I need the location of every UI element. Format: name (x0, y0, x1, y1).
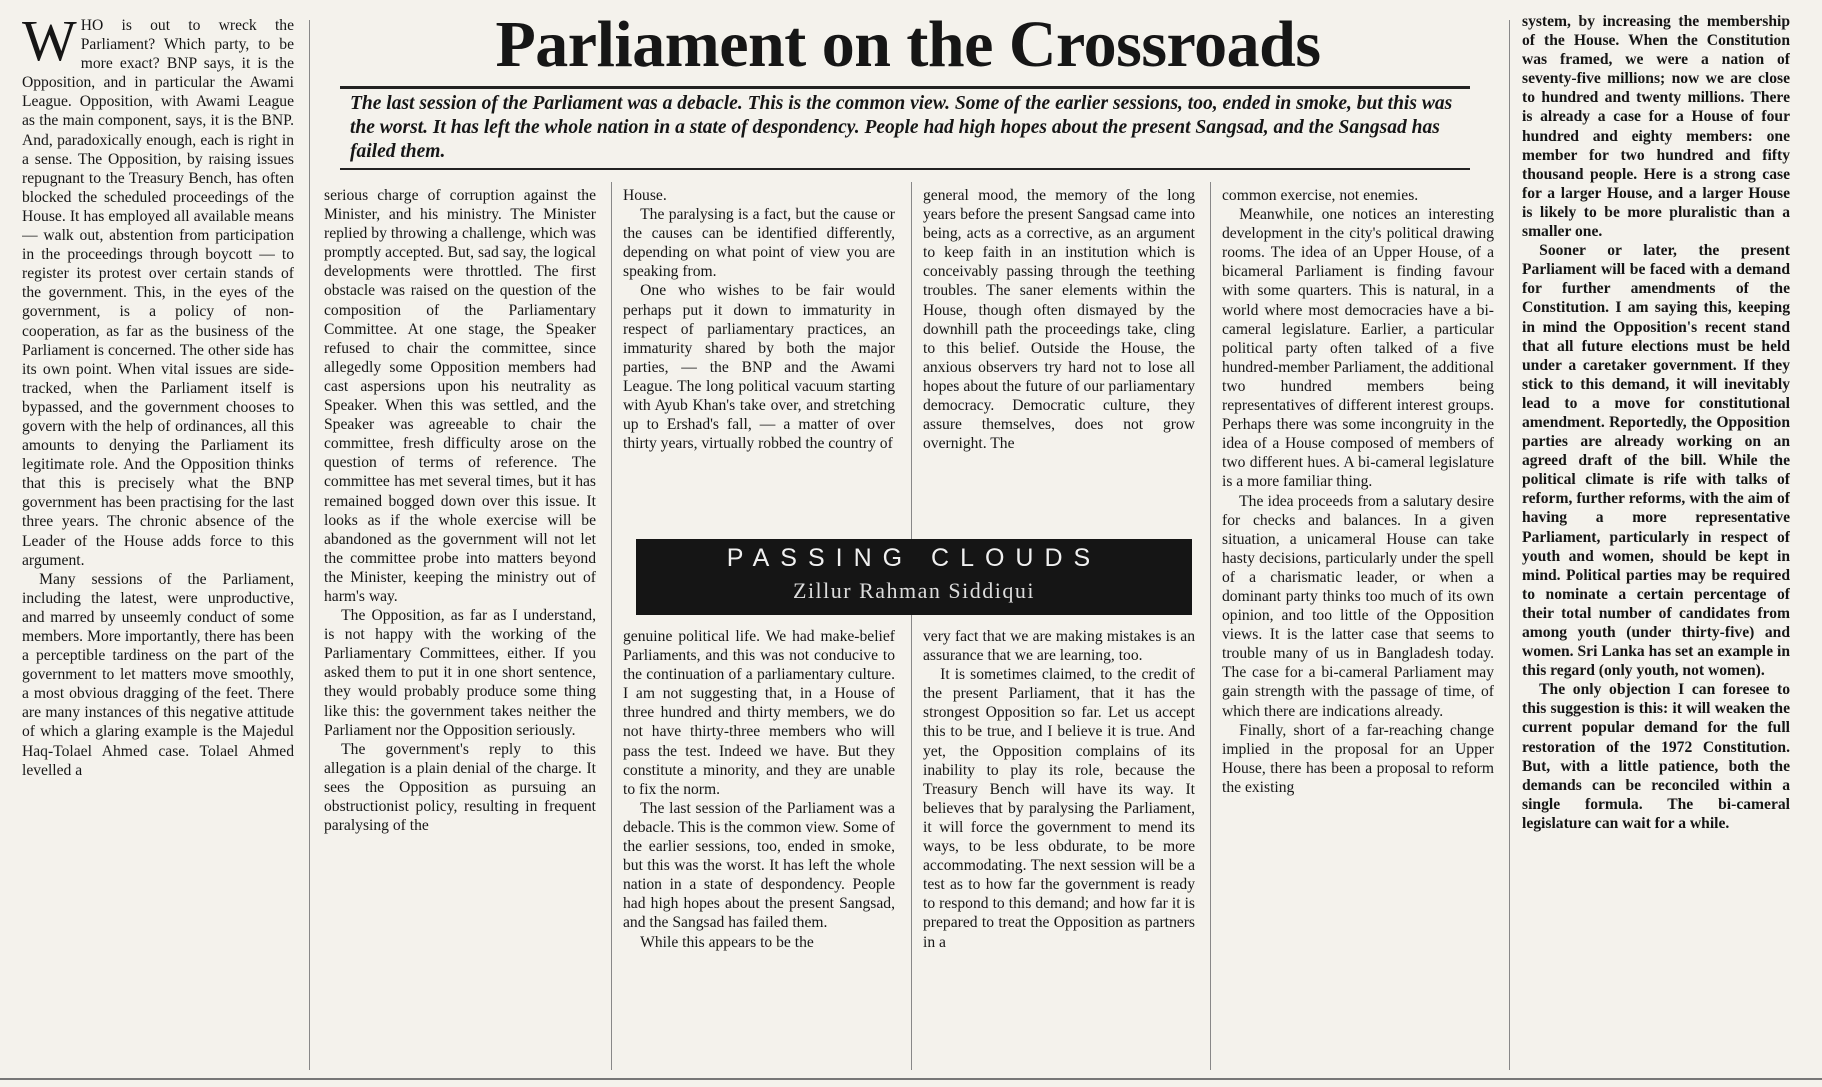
deck-rule (340, 168, 1470, 170)
article-column-2 (324, 186, 596, 1074)
column-divider (611, 182, 612, 1070)
column-divider (1210, 182, 1211, 1070)
column-5-paragraph-4: Finally, short of a far-reaching change implied in the proposal for an Upper House, there has been a proposal to reform the existing (1222, 721, 1494, 796)
column-2-paragraph-1: serious charge of corruption against the Minister, and his ministry. The Minister replied by throwing a challenge, which was promptly accepted. But, sad say, the logical developments were throttled. The first obstacle was raised on the question of the composition of the Parliamentary Committee. At one stage, the Speaker refused to chair the committee, since allegedly some Opposition members had cast aspersions upon his neutrality as Speaker. When this was settled, and the Speaker was agreeable to chair the committee, fresh difficulty arose on the question of terms of reference. The committee has met several times, but it has remained bogged down over this issue. It looks as if the whole exercise will be abandoned as the government will not let the committee probe into matters beyond the Minister, keeping the ministry out of harm's way. (324, 187, 596, 605)
column-3-paragraph-6: While this appears to be the (640, 933, 814, 951)
article-column-3-bottom (623, 627, 895, 1074)
drop-cap: W (22, 16, 77, 73)
column-4-paragraph-1: general mood, the memory of the long years before the present Sangsad came into being, acts as a corrective, as an argument to keep faith in an institution which is conceivably passing through the teething troubles. The saner elements within the House, though often dismayed by the downhill path the proceedings take, cling to this belief. Outside the House, the anxious observers try hard not to lose all hopes about the future of our parliamentary democracy. Democratic culture, they assure themselves, does not grow overnight. The (923, 187, 1195, 453)
column-6-paragraph-3: The only objection I can foresee to this suggestion is this: it will weaken the current popular demand for the full restoration of the 1972 Constitution. But, with a little patience, both the demands can be reconciled within a single formula. The bi-cameral legislature can wait for a while. (1522, 681, 1790, 832)
column-3-paragraph-3: One who wishes to be fair would perhaps put it down to immaturity in respect of parliamentary practices, an immaturity shared by both the major parties, — the BNP and the Awami League. The long political vacuum starting with Ayub Khan's take over, and stretching up to Ershad's fall, — a matter of over thirty years, virtually robbed the country of (623, 282, 895, 453)
page-bottom-rule (0, 1078, 1822, 1080)
column-3-paragraph-4: genuine political life. We had make-belief Parliaments, and this was not conducive to the continuation of a parliamentary culture. I am not suggesting that, in a House of three hundred and thirty members, we do not have thirty-three members who will pass the test. Indeed we have. But they constitute a minority, and they are unable to fix the norm. (623, 628, 895, 798)
article-column-1 (22, 16, 294, 1074)
column-2-paragraph-3: The government's reply to this allegation is a plain denial of the charge. It sees the Opposition as pursuing an obstructionist policy, resulting in frequent paralysing of the (324, 740, 596, 835)
column-4-paragraph-3: It is sometimes claimed, to the credit of the present Parliament, that it has the strongest Opposition so far. Let us accept this to be true, and I believe it is true. And yet, the Opposition complains of its inability to play its role, because the Treasury Bench will have its way. It believes that by paralysing the Parliament, it will force the government to mend its ways, to be less obdurate, to be more accommodating. The next session will be a test as to how far the government is ready to respond to this demand; and how far it is prepared to treat the Opposition as partners in a (923, 666, 1195, 951)
headline: Parliament on the Crossroads (495, 8, 1321, 81)
headline-rule (340, 86, 1470, 89)
column-divider (911, 182, 912, 1070)
column-5-paragraph-1: common exercise, not enemies. (1222, 187, 1419, 204)
column-6-paragraph-2: Sooner or later, the present Parliament will be faced with a demand for further amendments of the Constitution. I am saying this, keeping in mind the Opposition's recent stand that all future elections must be held under a caretaker government. If they stick to this demand, it will inevitably lead to a move for constitutional amendment. Reportedly, the Opposition parties are already working on an agreed draft of the bill. While the political climate is rife with talks of reform, further reforms, with the aim of having a more representative Parliament, particularly in respect of youth and women, should be kept in mind. Political parties may be required to nominate a certain percentage of their total number of candidates from among youth (under thirty-five) and women. Sri Lanka has set an example in this regard (only youth, not women). (1522, 242, 1790, 680)
column-5-paragraph-3: The idea proceeds from a salutary desire for checks and balances. In a given situation, a unicameral House can take hasty decisions, particularly under the spell of a charismatic leader, or when a dominant party thinks too much of its own opinion, and too little of the Opposition views. It is the latter case that seems to trouble many of us in Bangladesh today. The case for a bi-cameral Parliament may gain strength with the passage of time, of which there are indications already. (1222, 492, 1494, 720)
article-column-3-top (623, 186, 895, 528)
deck: The last session of the Parliament was a debacle. This is the common view. Some of the earlier sessions, too, ended in smoke, but this was the worst. It has left the whole nation in a state of despondency. People had high hopes about the present Sangsad, and the Sangsad has failed them. (350, 93, 1453, 162)
column-4-paragraph-2: very fact that we are making mistakes is an assurance that we are learning, too. (923, 628, 1195, 665)
column-3-paragraph-5: The last session of the Parliament was a debacle. This is the common view. Some of the earlier sessions, too, ended in smoke, but this was the worst. It has left the whole nation in a state of despondency. People had high hopes about the present Sangsad, and the Sangsad has failed them. (623, 799, 895, 932)
column-5-paragraph-2: Meanwhile, one notices an interesting development in the city's political drawing rooms. The idea of an Upper House, of a bicameral Parliament is finding favour with some quarters. This is natural, in a world where most democracies have a bi-cameral legislature. Earlier, a particular political party often talked of a five hundred-member Parliament, the additional two hundred members being representatives of different interest groups. Perhaps there was some incongruity in the idea of a House composed of members of two different hues. A bi-cameral legislature is a more familiar thing. (1222, 206, 1494, 491)
article-column-4-top (923, 186, 1195, 528)
column-2-paragraph-2: The Opposition, as far as I understand, is not happy with the working of the Parliamentary Committees, either. If you asked them to put it in one short sentence, they would probably produce some thing like this: the government takes neither the Parliament nor the Opposition seriously. (324, 607, 596, 739)
article-column-4-bottom (923, 627, 1195, 1074)
column-6-paragraph-1: system, by increasing the membership of the House. When the Constitution was framed, we were a nation of seventy-five millions; now we are close to hundred and twenty millions. There is already a case for a House of four hundred and eighty members: one member for two hundred and fifty thousand people. Here is a strong case for a larger House, and a larger House is likely to be more pluralistic than a smaller one. (1522, 13, 1790, 241)
column-divider (309, 20, 310, 1070)
column-title: PASSING CLOUDS (726, 544, 1102, 572)
column-3-paragraph-1: House. (623, 187, 667, 204)
column-divider (1509, 20, 1510, 1070)
column-banner (636, 539, 1192, 615)
column-1-paragraph-2: Many sessions of the Parliament, including the latest, were unproductive, and marred by unseemly conduct of some members. More importantly, there has been a perceptible tardiness on the part of the government to let matters move smoothly, a most obvious dragging of the feet. There are many instances of this negative attitude of which a glaring example is the Majedul Haq-Tolael Ahmed case. Tolael Ahmed levelled a (22, 570, 294, 779)
column-3-paragraph-2: The paralysing is a fact, but the cause or the causes can be identified differently, depending on what point of view you are speaking from. (623, 206, 895, 281)
article-column-6 (1522, 12, 1790, 1074)
byline: Zillur Rahman Siddiqui (793, 578, 1035, 603)
article-column-5 (1222, 186, 1494, 1074)
column-1-paragraph-1: HO is out to wreck the Parliament? Which party, to be more exact? BNP says, it is the Opposition, and in particular the Awami League. Opposition, with Awami League as the main component, says, it is the BNP. And, paradoxically enough, each is right in a sense. The Opposition, by raising issues repugnant to the Treasury Bench, has often blocked the scheduled proceedings of the House. It has employed all available means — walk out, abstention from participation in the proceedings through boycott — to register its protest over certain stands of the government. This, in the eyes of the government, is a policy of non-cooperation, as far as the business of the Parliament is concerned. The other side has its own point. When vital issues are side-tracked, when the Parliament itself is bypassed, and the government chooses to govern with the help of ordinances, all this amounts to denying the Parliament its legitimate role. And the Opposition thinks that this is precisely what the BNP government has been practising for the last three years. The chronic absence of the Leader of the House adds force to this argument. (22, 17, 294, 569)
